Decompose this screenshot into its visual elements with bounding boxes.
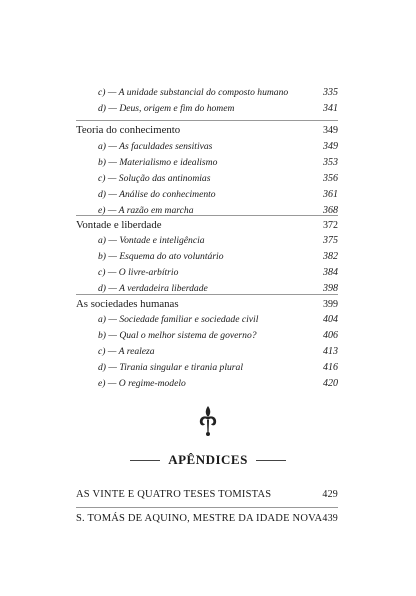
toc-entry-label: a) — Sociedade familiar e sociedade civil [98,313,259,325]
toc-section-page: 349 [323,124,338,136]
toc-entry-page: 353 [323,156,338,168]
appendix-entry-label: AS VINTE E QUATRO TESES TOMISTAS [76,488,272,500]
toc-entry[interactable] [98,264,338,280]
toc-entry[interactable] [98,343,338,359]
toc-section-label: Vontade e liberdade [76,219,162,231]
toc-entry-label: c) — A unidade substancial do composto humano [98,86,289,98]
toc-entry-page: 406 [323,329,338,341]
toc-entry[interactable] [98,375,338,391]
toc-section[interactable] [76,296,338,312]
toc-section[interactable] [76,122,338,138]
section-divider [76,215,338,216]
toc-entry-page: 341 [323,102,338,114]
toc-entry[interactable] [98,100,338,116]
appendix-entry-page: 429 [322,488,338,500]
toc-entry[interactable] [98,359,338,375]
toc-entry-page: 384 [323,266,338,278]
section-divider [76,294,338,295]
fleuron-icon [196,405,220,437]
toc-entry-page: 416 [323,361,338,373]
appendices-heading [0,452,416,468]
toc-entry-page: 413 [323,345,338,357]
toc-entry-page: 382 [323,250,338,262]
toc-entry-page: 356 [323,172,338,184]
toc-entry[interactable] [98,170,338,186]
toc-entry-label: d) — Análise do conhecimento [98,188,216,200]
appendices-title: APÊNDICES [168,452,248,467]
section-divider [76,507,338,508]
toc-entry-label: d) — A verdadeira liberdade [98,282,208,294]
toc-entry-label: e) — O regime-modelo [98,377,186,389]
section-divider [76,120,338,121]
appendix-entry-label: S. TOMÁS DE AQUINO, MESTRE DA IDADE NOVA [76,512,323,524]
toc-entry[interactable] [98,138,338,154]
toc-entry-page: 349 [323,140,338,152]
toc-entry[interactable] [98,327,338,343]
toc-section-label: Teoria do conhecimento [76,124,181,136]
toc-entry[interactable] [98,84,338,100]
toc-entry-label: e) — A razão em marcha [98,204,194,216]
toc-entry-label: b) — Qual o melhor sistema de governo? [98,329,257,341]
toc-entry-label: a) — As faculdades sensitivas [98,140,213,152]
toc-entry-label: d) — Deus, origem e fim do homem [98,102,235,114]
toc-entry-label: d) — Tirania singular e tirania plural [98,361,243,373]
toc-entry-label: a) — Vontade e inteligência [98,234,205,246]
toc-entry-page: 361 [323,188,338,200]
toc-entry-page: 368 [323,204,338,216]
toc-section-page: 372 [323,219,338,231]
toc-entry-label: b) — Esquema do ato voluntário [98,250,224,262]
toc-section-page: 399 [323,298,338,310]
toc-entry-label: c) — O livre-arbítrio [98,266,179,278]
toc-entry-page: 375 [323,234,338,246]
heading-rule-left [130,460,160,461]
toc-entry[interactable] [98,232,338,248]
toc-entry[interactable] [98,311,338,327]
toc-entry[interactable] [98,248,338,264]
toc-entry-label: c) — Solução das antinomias [98,172,211,184]
toc-entry-page: 420 [323,377,338,389]
toc-entry-page: 398 [323,282,338,294]
toc-entry-page: 335 [323,86,338,98]
toc-section-label: As sociedades humanas [76,298,179,310]
toc-entry[interactable] [98,186,338,202]
toc-entry-label: c) — A realeza [98,345,155,357]
appendix-entry[interactable] [76,510,338,526]
heading-rule-right [256,460,286,461]
toc-entry-page: 404 [323,313,338,325]
appendix-entry-page: 439 [322,512,338,524]
toc-entry-label: b) — Materialismo e idealismo [98,156,218,168]
toc-entry[interactable] [98,154,338,170]
appendix-entry[interactable] [76,486,338,502]
toc-section[interactable] [76,217,338,233]
